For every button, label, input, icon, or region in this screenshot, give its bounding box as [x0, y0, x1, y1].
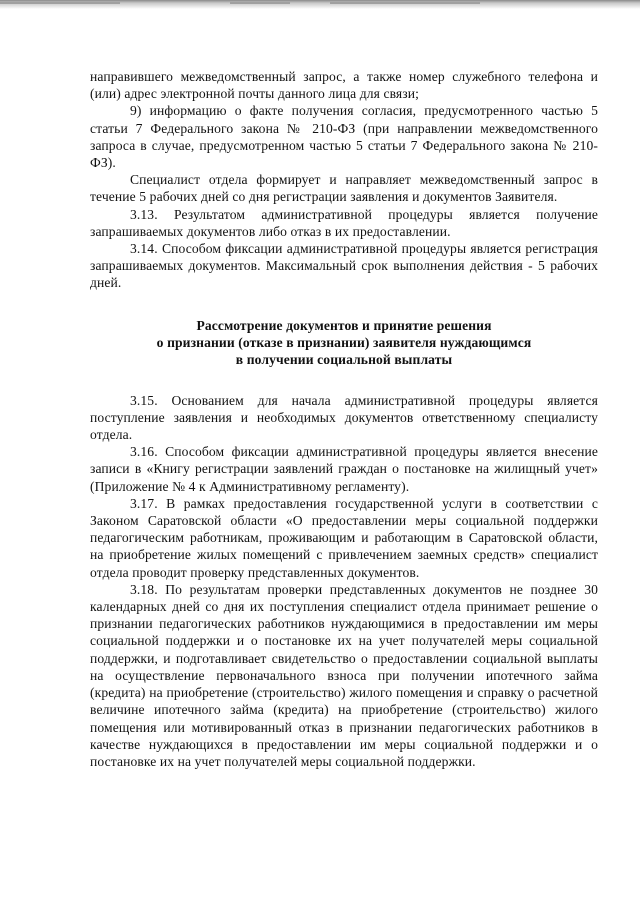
paragraph: 3.17. В рамках предоставления государственной услуги в соответствии с Законом Саратовской области «О предоставлении меры социальной поддержки педагогическим работникам, проживающим и работающим в Саратовской области, на приобретение жилых помещений с привлечением заемных средств» специалист отдела проводит проверку представленных документов.: [90, 495, 598, 580]
section-heading-line: Рассмотрение документов и принятие решения: [196, 317, 492, 333]
scan-edge-shadow: [0, 0, 640, 9]
scan-streak: [0, 2, 120, 4]
paragraph: 3.16. Способом фиксации административной процедуры является внесение записи в «Книгу регистрации заявлений граждан о постановке на жилищный учет» (Приложение № 4 к Административному регламенту).: [90, 444, 598, 494]
paragraph: 3.15. Основанием для начала административной процедуры является поступление заявления и необходимых документов ответственному специалисту отдела.: [90, 392, 598, 443]
paragraphs-top: [90, 68, 598, 292]
paragraph: 3.13. Результатом административной процедуры является получение запрашиваемых документов либо отказ в их предоставлении.: [90, 206, 598, 239]
paragraph: 3.14. Способом фиксации административной процедуры является регистрация запрашиваемых документов. Максимальный срок выполнения действия - 5 рабочих дней.: [90, 241, 598, 291]
paragraph: Специалист отдела формирует и направляет межведомственный запрос в течение 5 рабочих дней со дня регистрации заявления и документов Заявителя.: [90, 172, 598, 205]
document-page: [90, 68, 598, 770]
paragraph: 3.18. По результатам проверки представленных документов не позднее 30 календарных дней со дня их поступления специалист отдела принимает решение о признании педагогических работников нуждающимися в предоставлении им меры социальной поддержки и о постановке их на учет получателей меры социальной поддержки, и подготавливает свидетельство о предоставлении социальной выплаты на осуществление первоначального взноса при получении ипотечного займа (кредита) на приобретение (строительство) жилого помещения и справку о расчетной величине ипотечного займа (кредита) на приобретение (строительство) жилого помещения или мотивированный отказ в признании педагогических работников в качестве нуждающихся в предоставлении им меры социальной поддержки и о постановке их на учет получателей меры социальной поддержки.: [90, 581, 598, 769]
section-heading-line: о признании (отказе в признании) заявителя нуждающимся: [156, 334, 532, 350]
paragraphs-bottom: [90, 392, 598, 770]
paragraph: направившего межведомственный запрос, а также номер служебного телефона и (или) адрес электронной почты данного лица для связи;: [90, 69, 598, 102]
section-heading: [90, 317, 598, 368]
scan-streak: [330, 2, 480, 4]
paragraph: 9) информацию о факте получения согласия, предусмотренного частью 5 статьи 7 Федерального закона № 210-ФЗ (при направлении межведомственного запроса в случае, предусмотренном частью 5 статьи 7 Федерального закона № 210-ФЗ).: [90, 103, 598, 171]
section-heading-line: в получении социальной выплаты: [235, 351, 453, 367]
scan-streak: [230, 2, 290, 4]
